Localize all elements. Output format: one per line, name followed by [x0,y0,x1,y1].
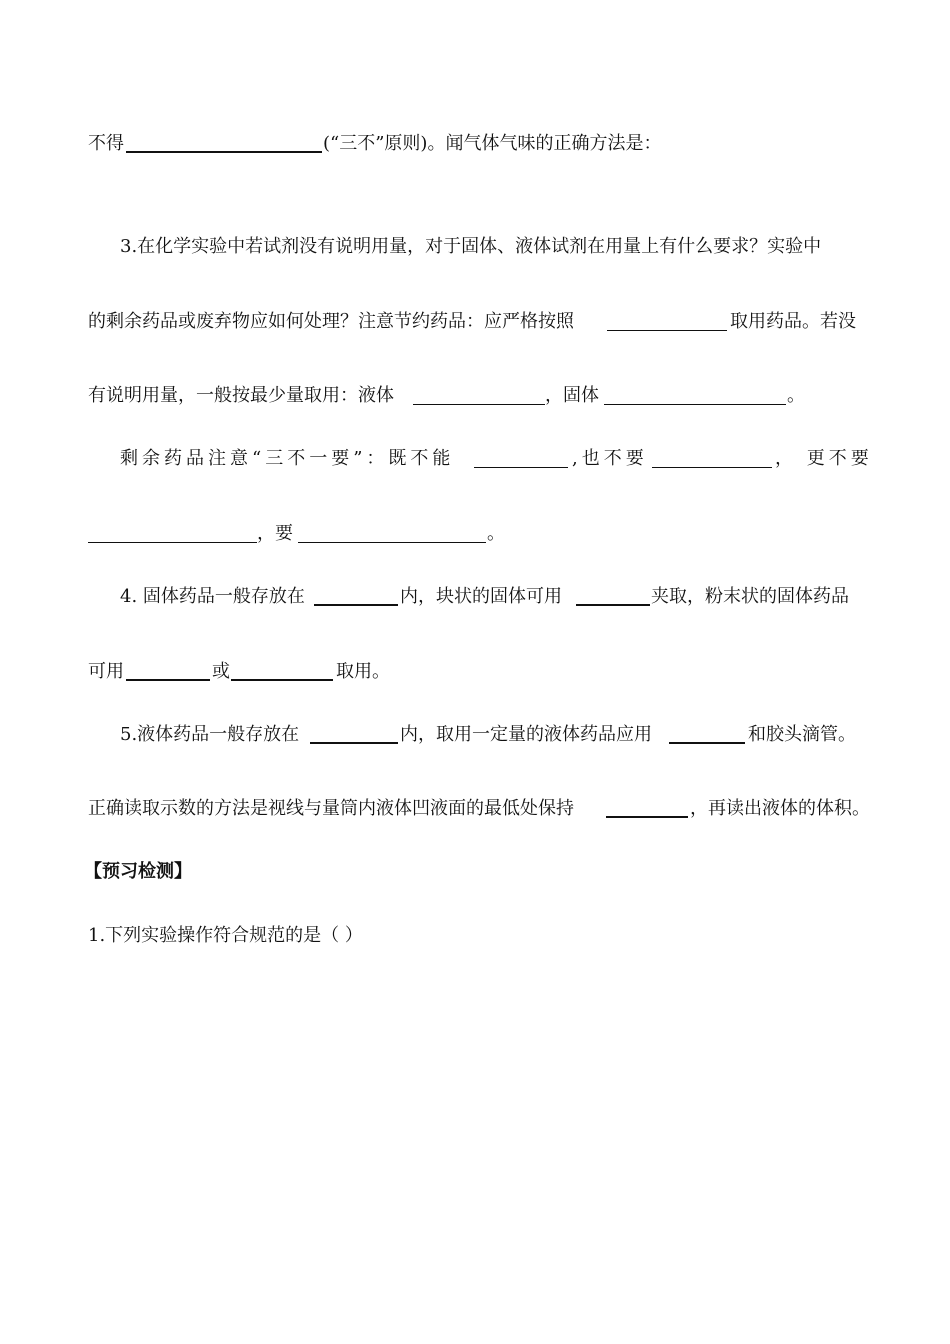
blank-powder-tool-2[interactable] [231,679,333,681]
q4-text-1b: 内，块状的固体可用 [400,586,562,607]
blank-powder-tool-1[interactable] [126,679,210,681]
q3-text-5b: 。 [487,523,505,544]
text-smell-method: (“三不”原则)。闻气体气味的正确方法是： [323,133,662,154]
q4-text-2a: 可用 [88,661,124,682]
q4-text-1a: 4. 固体药品一般存放在 [120,586,305,607]
blank-cannot[interactable] [474,467,568,468]
question-1: 1.下列实验操作符合规范的是（ ） [88,925,363,946]
q4-text-1c: 夹取，粉末状的固体药品 [651,586,849,607]
q5-text-2a: 正确读取示数的方法是视线与量筒内液体凹液面的最低处保持 [88,798,574,819]
blank-three-not[interactable] [126,151,322,153]
blank-solid-storage[interactable] [314,604,398,606]
q3-text-2a: 的剩余药品或废弃物应如何处理？注意节约药品：应严格按照 [88,311,574,332]
q3-text-4b: ,也不要 [572,448,648,469]
blank-measuring-tool[interactable] [669,742,745,744]
q3-text-3c: 。 [787,385,805,406]
blank-liquid-storage[interactable] [310,742,398,744]
blank-liquid-amount[interactable] [413,404,545,405]
q5-text-2b: ，再读出液体的体积。 [690,798,870,819]
q3-text-5a: ，要 [257,523,293,544]
q3-text-1: 3.在化学实验中若试剂没有说明用量，对于固体、液体试剂在用量上有什么要求？实验中 [120,236,822,257]
section-title: 【预习检测】 [84,861,192,882]
blank-nor[interactable] [88,542,257,543]
q3-text-4c: ， 更不要 [775,448,873,469]
blank-do-not[interactable] [652,467,772,468]
text-budei: 不得 [88,133,124,154]
blank-should[interactable] [298,542,486,543]
q3-text-3b: ，固体 [545,385,599,406]
blank-usage-rule[interactable] [607,330,727,331]
q3-text-4a: 剩余药品注意“三不一要”：既不能 [120,448,455,469]
q3-text-3a: 有说明用量，一般按最少量取用：液体 [88,385,394,406]
blank-lump-tool[interactable] [576,604,650,606]
q5-text-1a: 5.液体药品一般存放在 [120,724,300,745]
blank-reading-level[interactable] [606,816,688,818]
q3-text-2b: 取用药品。若没 [730,311,856,332]
q5-text-1c: 和胶头滴管。 [748,724,856,745]
q5-text-1b: 内，取用一定量的液体药品应用 [400,724,652,745]
q4-text-2c: 取用。 [336,661,390,682]
blank-solid-amount[interactable] [604,404,786,405]
q4-text-2b: 或 [212,661,230,682]
